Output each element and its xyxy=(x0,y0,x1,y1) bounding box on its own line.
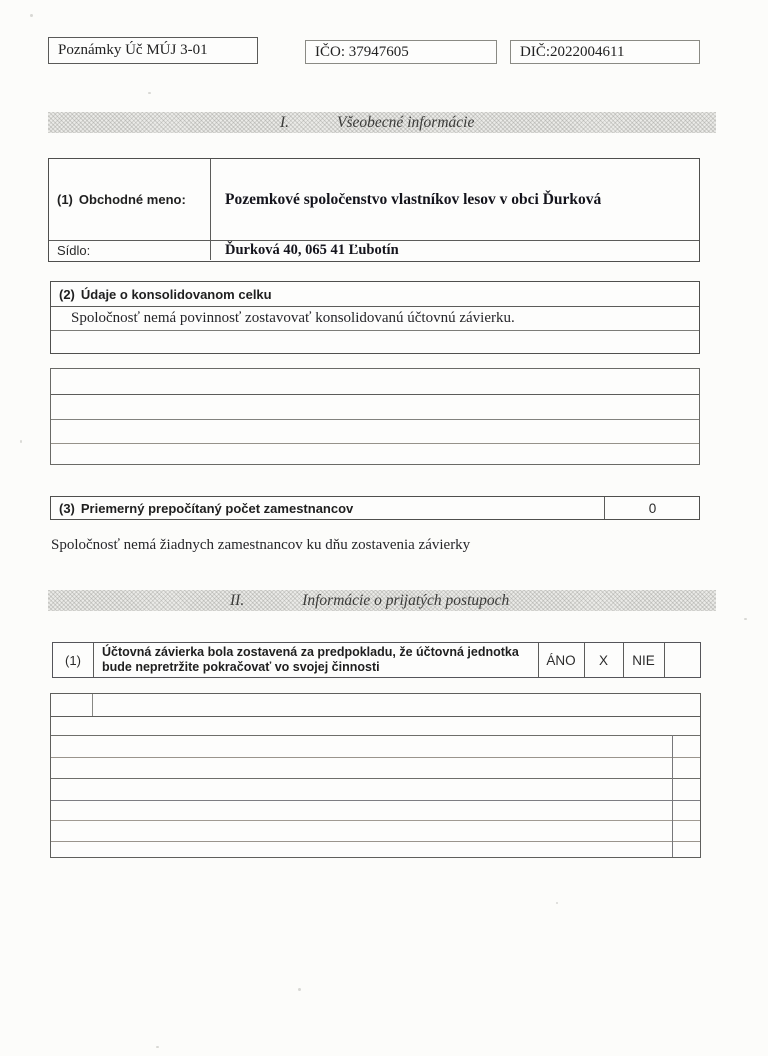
consolidated-text-cell xyxy=(51,306,699,330)
employees-value: 0 xyxy=(648,500,657,516)
empty-notes-table xyxy=(50,368,700,465)
going-concern-yes-cell xyxy=(538,643,584,677)
empty-row xyxy=(51,394,699,419)
employees-num: (3) xyxy=(59,500,75,516)
seat-value: Ďurková 40, 065 41 Ľubotín xyxy=(225,241,399,258)
consolidated-empty-row xyxy=(51,330,699,354)
employees-value-cell xyxy=(604,497,701,519)
consolidated-table xyxy=(50,281,700,354)
dic-text: DIČ:2022004611 xyxy=(520,43,625,60)
business-name-table xyxy=(48,158,700,262)
empty-row xyxy=(51,820,672,841)
employees-label-cell xyxy=(51,497,604,519)
scan-speck xyxy=(148,92,151,94)
empty-row xyxy=(51,841,672,859)
empty-row xyxy=(51,716,700,735)
seat-label-cell xyxy=(49,240,210,260)
going-concern-num: (1) xyxy=(65,652,81,668)
empty-cell xyxy=(51,694,92,716)
bottom-notes-table xyxy=(50,693,701,858)
form-code-box xyxy=(48,37,258,64)
employees-label: Priemerný prepočítaný počet zamestnancov xyxy=(80,500,354,516)
scan-speck xyxy=(744,618,747,620)
business-name-num: (1) xyxy=(57,192,73,207)
section-ii-title: Informácie o prijatých postupoch xyxy=(302,591,510,609)
going-concern-text-cell xyxy=(93,643,538,677)
scan-speck xyxy=(20,440,22,443)
yes-label: ÁNO xyxy=(546,652,576,668)
form-code-text: Poznámky Úč MÚJ 3-01 xyxy=(58,42,208,58)
scan-speck xyxy=(298,988,301,991)
section-i-title: Všeobecné informácie xyxy=(337,113,475,131)
going-concern-text: Účtovná závierka bola zostavená za predpokladu, že účtovná jednotka bude nepretržite pokračovať vo svojej činnosti xyxy=(102,645,519,674)
scan-speck xyxy=(30,14,33,17)
consolidated-text: Spoločnosť nemá povinnosť zostavovať konsolidovanú účtovnú závierku. xyxy=(71,309,515,326)
no-label: NIE xyxy=(632,652,655,668)
business-name-label-cell xyxy=(49,159,210,240)
going-concern-num-cell xyxy=(53,643,93,677)
empty-row xyxy=(51,369,699,394)
yes-mark: X xyxy=(598,652,608,668)
section-ii-numeral: II. xyxy=(230,591,245,609)
empty-row xyxy=(51,778,672,800)
business-name-value-cell xyxy=(210,159,701,240)
section-i-numeral: I. xyxy=(280,113,290,131)
dic-box xyxy=(510,40,700,64)
employees-note: Spoločnosť nemá žiadnych zamestnancov ku dňu zostavenia závierky xyxy=(51,537,471,553)
employees-table xyxy=(50,496,700,520)
section-ii-band xyxy=(48,590,716,611)
scan-speck xyxy=(556,902,558,904)
ico-text: IČO: 37947605 xyxy=(315,43,409,60)
seat-value-cell xyxy=(210,240,701,260)
going-concern-no-cell xyxy=(623,643,664,677)
scan-speck xyxy=(156,1046,159,1048)
going-concern-table xyxy=(52,642,701,678)
business-name-label: Obchodné meno: xyxy=(78,192,186,207)
empty-row xyxy=(51,735,672,757)
consolidated-num: (2) xyxy=(59,286,75,302)
going-concern-yes-mark-cell xyxy=(584,643,623,677)
ico-box xyxy=(305,40,497,64)
consolidated-label-cell xyxy=(51,282,699,306)
empty-row xyxy=(51,443,699,466)
empty-row xyxy=(92,694,700,716)
consolidated-label: Údaje o konsolidovanom celku xyxy=(80,286,272,302)
section-i-band xyxy=(48,112,716,133)
empty-row xyxy=(51,757,672,778)
empty-row xyxy=(51,419,699,443)
business-name-value: Pozemkové spoločenstvo vlastníkov lesov v obci Ďurková xyxy=(225,190,602,208)
empty-row xyxy=(51,800,672,820)
seat-label: Sídlo: xyxy=(57,242,91,258)
going-concern-no-mark-cell xyxy=(664,643,700,677)
